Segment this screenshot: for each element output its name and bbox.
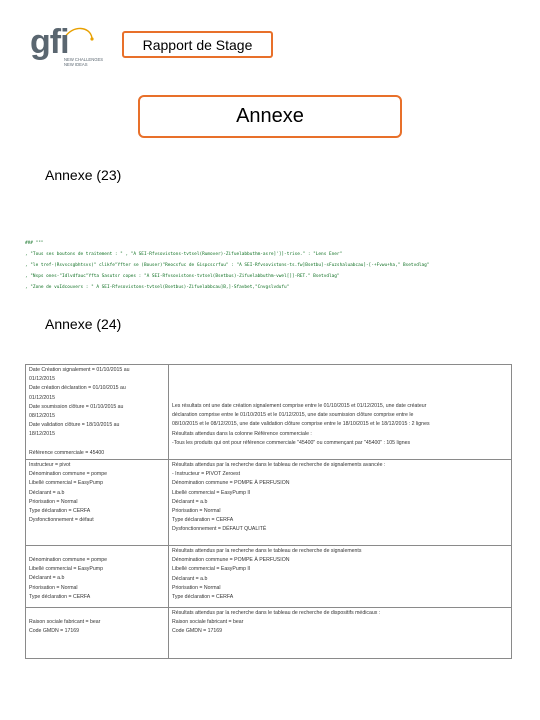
code-snippet xyxy=(25,238,430,293)
test-cases-table xyxy=(25,364,512,659)
cell-line: Code GMDN = 17169 xyxy=(29,628,80,635)
code-line: , "Zone de vuIdcouvers : " A SEI-Rfvsovistons-tvtsel(Bsetbus)-Zifuelabbcau]B,]-Sfavbet,"Cnvgslvdufu" xyxy=(25,285,290,290)
cell-line: Date Création signalement = 01/10/2015 au xyxy=(29,367,130,373)
table-cell-results xyxy=(169,460,512,546)
cell-line: Résultats attendus par la recherche dans le tableau de recherche de dispositifs médicaux : xyxy=(172,610,381,617)
cell-line: Raison sociale fabricant = bear xyxy=(29,619,101,626)
code-line: , "Nsps ones-"Idlvdfauc"Yfta Sasutsr copes : "A SEI-Rfvsovistons-tvtsel(Bsetbus)-Zifuelabbuthm-vwel[]]-RET." Bsetvdlag" xyxy=(25,274,340,279)
cell-line: Résultats attendus par la recherche dans le tableau de recherche de signalements xyxy=(172,548,362,555)
cell-line: Type déclaration = CERFA xyxy=(29,508,91,515)
section-label-annexe-24: Annexe (24) xyxy=(45,316,122,332)
cell-line: Résultats attendus dans la colonne Référence commerciale : xyxy=(172,430,312,437)
table-cell-criteria xyxy=(26,546,169,608)
cell-line: Instructeur = pivot xyxy=(29,462,71,469)
code-line: , "le tref-(Rsvscsgbhtsvs)" clikfe"Yfter se (Bouser)"Reocsfuc de Gispcscrfuu" : "A SEI-Rfvsovistons-ts.fw]Bsetbu]-sFuzshaluabcau]-[-+Fvwu+ha," Bsetvdlag" xyxy=(25,263,430,268)
cell-line: Déclarant = a.b xyxy=(172,498,208,505)
cell-line: Priorisation = Normal xyxy=(29,498,78,505)
cell-line: Libellé commercial = EasyPump xyxy=(29,480,103,487)
table-cell-results xyxy=(169,365,512,460)
cell-line: Dysfonctionnement = DÉFAUT QUALITÉ xyxy=(172,526,267,533)
cell-line: Déclarant = a.b xyxy=(172,575,208,582)
table-row xyxy=(26,546,512,608)
cell-line: Type déclaration = CERFA xyxy=(172,517,234,524)
report-header xyxy=(122,31,273,58)
logo-tagline-2: NEW IDEAS xyxy=(64,62,88,67)
gfi-logo xyxy=(28,20,118,70)
logo-wordmark: gfi xyxy=(30,23,69,61)
cell-line: 01/12/2015 xyxy=(29,394,55,401)
cell-line: Dénomination commune = pompe xyxy=(29,557,107,564)
cell-line: Dénomination commune = POMPE À PERFUSION xyxy=(172,480,290,487)
cell-line: Raison sociale fabricant = bear xyxy=(172,619,244,626)
cell-line: Date validation clôture = 18/10/2015 au xyxy=(29,422,120,429)
cell-line: -Tous les produits qui ont pour référence commerciale "45400" ou commençant par "45400" : 105 lignes xyxy=(172,439,411,446)
section-label-annexe-23: Annexe (23) xyxy=(45,167,122,183)
table-row xyxy=(26,608,512,659)
cell-line: 08/12/2015 xyxy=(29,413,55,420)
cell-line: Priorisation = Normal xyxy=(172,584,221,591)
cell-line: 01/12/2015 xyxy=(29,376,55,383)
cell-line: Dénomination commune = pompe xyxy=(29,471,107,478)
table-row xyxy=(26,365,512,460)
annexe-title: Annexe xyxy=(236,105,304,127)
report-title: Rapport de Stage xyxy=(142,36,253,53)
table-cell-results xyxy=(169,608,512,659)
cell-line: Libellé commercial = EasyPump II xyxy=(172,489,251,496)
cell-line: Code GMDN = 17169 xyxy=(172,628,223,635)
gfi-logo-mark xyxy=(28,20,118,70)
code-line: , "Tous ses boutons de traitement : " , "A SEI-Rfvsovistons-tvtsel(Rumover)-Zifuelabbuthm-asre]']]-trise." : "Lens Ener" xyxy=(25,252,343,257)
cell-line: Priorisation = Normal xyxy=(29,584,78,591)
cell-line: Type déclaration = CERFA xyxy=(29,593,91,600)
cell-line: 08/10/2015 et le 08/12/2015, une date validation clôture comprise entre le 18/10/2015 et le 18/12/2015 : 2 lignes xyxy=(172,421,430,428)
cell-line: Date soumission clôture = 01/10/2015 au xyxy=(29,403,124,410)
cell-line: Date création déclaration = 01/10/2015 au xyxy=(29,385,126,392)
table-cell-results xyxy=(169,546,512,608)
cell-line: Priorisation = Normal xyxy=(172,508,221,515)
logo-tagline-1: NEW CHALLENGES xyxy=(64,57,104,62)
cell-line: Déclarant = a.b xyxy=(29,575,65,582)
code-line: ### """ xyxy=(25,241,44,246)
cell-line: Libellé commercial = EasyPump xyxy=(29,566,103,573)
cell-line xyxy=(29,440,165,449)
table-row xyxy=(26,460,512,546)
cell-line: Libellé commercial = EasyPump II xyxy=(172,566,251,573)
cell-line: Les résultats ont une date création signalement comprise entre le 01/10/2015 et 01/12/2015, une date créateur xyxy=(172,403,427,409)
cell-line: Dénomination commune = POMPE À PERFUSION xyxy=(172,557,290,564)
cell-line: 18/12/2015 xyxy=(29,431,55,438)
cell-line: Déclarant = a.b xyxy=(29,489,65,496)
cell-line: déclaration comprise entre le 01/10/2015 et le 01/12/2015, une date soumission clôture comprise entre le xyxy=(172,412,414,419)
table-cell-criteria xyxy=(26,365,169,460)
cell-line: Type déclaration = CERFA xyxy=(172,594,234,601)
table-cell-criteria xyxy=(26,460,169,546)
table-cell-criteria xyxy=(26,608,169,659)
cell-line: Référence commerciale = 45400 xyxy=(29,449,105,456)
cell-line: Résultats attendus par la recherche dans le tableau de recherche de signalements avancée : xyxy=(172,462,386,469)
cell-line: Dysfonctionnement = défaut xyxy=(29,517,94,524)
cell-line: - Instructeur = PIVOT Zeroest xyxy=(172,471,241,478)
annexe-title-box xyxy=(138,95,402,138)
